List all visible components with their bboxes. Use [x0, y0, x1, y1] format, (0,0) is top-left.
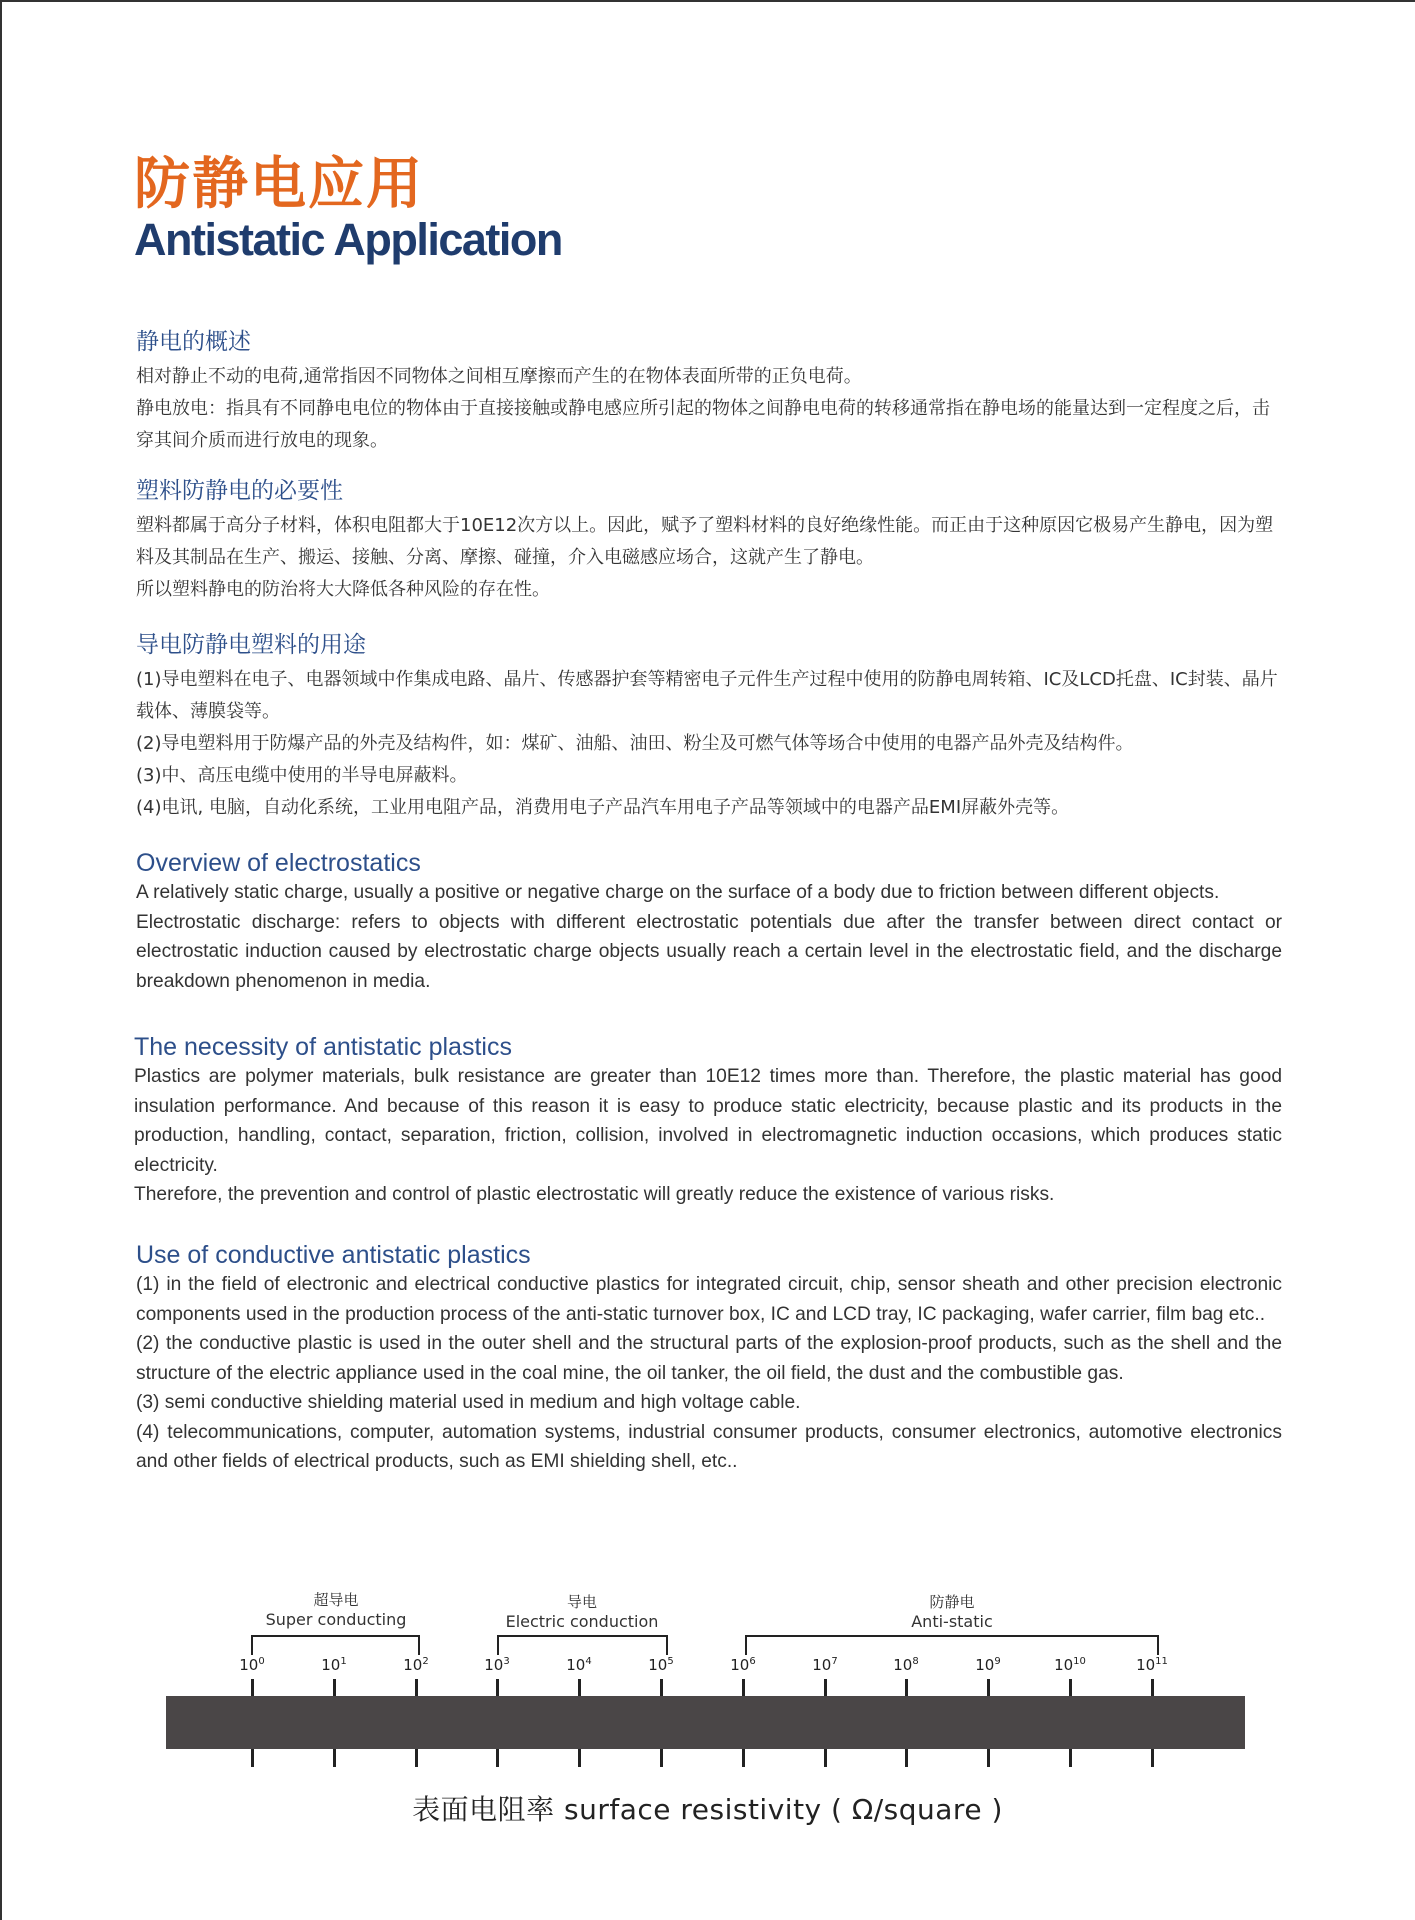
tick-label — [549, 1656, 609, 1674]
tick-label — [713, 1656, 773, 1674]
group-label-super — [236, 1590, 436, 1630]
tick-mark-top — [1069, 1679, 1072, 1697]
tick-mark-top — [1151, 1679, 1154, 1697]
tick-exponent: 2 — [422, 1656, 429, 1667]
tick-mark-bottom — [578, 1749, 581, 1767]
tick-base: 10 — [1054, 1656, 1074, 1674]
tick-base: 10 — [648, 1656, 668, 1674]
tick-mark-bottom — [824, 1749, 827, 1767]
section-paragraph: (2) the conductive plastic is used in the outer shell and the structural parts of the explosion-proof products, such as the shell and the structure of the electric appliance used in the coal mine, the oil tanker, the oil field, the dust and the combustible gas. — [136, 1333, 1282, 1384]
section-paragraph: (3)中、高压电缆中使用的半导电屏蔽料。 — [136, 765, 468, 786]
tick-exponent: 0 — [258, 1656, 265, 1667]
section-paragraph: (1) in the field of electronic and electrical conductive plastics for integrated circuit, chip, sensor sheath and other precision electronic components used in the production process of the anti-static turnover box, IC and LCD tray, IC packaging, wafer carrier, film bag etc.. — [136, 1274, 1282, 1325]
tick-label — [795, 1656, 855, 1674]
tick-mark-top — [251, 1679, 254, 1697]
section-paragraph: (2)导电塑料用于防爆产品的外壳及结构件，如：煤矿、油船、油田、粉尘及可燃气体等场合中使用的电器产品外壳及结构件。 — [136, 733, 1134, 754]
bracket-conduction — [497, 1635, 668, 1655]
tick-label — [467, 1656, 527, 1674]
tick-mark-top — [987, 1679, 990, 1697]
group-label-cn: 防静电 — [929, 1593, 975, 1611]
group-label-cn: 导电 — [566, 1593, 597, 1611]
group-label-conduction — [482, 1592, 682, 1632]
tick-exponent: 10 — [1073, 1656, 1086, 1667]
tick-label — [1122, 1656, 1182, 1674]
tick-mark-top — [333, 1679, 336, 1697]
page-title-cn: 防静电应用 — [134, 152, 424, 217]
scale-bar — [166, 1696, 1245, 1749]
tick-mark-bottom — [1151, 1749, 1154, 1767]
axis-title: 表面电阻率 surface resistivity ( Ω/square ) — [412, 1793, 1003, 1826]
tick-label — [222, 1656, 282, 1674]
tick-base: 10 — [812, 1656, 832, 1674]
section-paragraph: A relatively static charge, usually a positive or negative charge on the surface of a body due to friction between different objects. — [136, 882, 1220, 903]
tick-label — [1040, 1656, 1100, 1674]
page-title-en: Antistatic Application — [134, 214, 562, 265]
tick-base: 10 — [321, 1656, 341, 1674]
tick-mark-bottom — [742, 1749, 745, 1767]
tick-label — [631, 1656, 691, 1674]
tick-mark-bottom — [987, 1749, 990, 1767]
group-label-antistatic — [852, 1592, 1052, 1632]
tick-base: 10 — [975, 1656, 995, 1674]
tick-mark-bottom — [1069, 1749, 1072, 1767]
tick-mark-bottom — [496, 1749, 499, 1767]
tick-mark-top — [496, 1679, 499, 1697]
section-paragraph: Electrostatic discharge: refers to objects with different electrostatic potentials due after the transfer between direct contact or electrostatic induction caused by electrostatic charge objects usually reach a certain level in the electrostatic field, and the discharge breakdown phenomenon in media. — [136, 911, 1282, 992]
tick-label — [876, 1656, 936, 1674]
tick-exponent: 8 — [912, 1656, 919, 1667]
tick-mark-bottom — [415, 1749, 418, 1767]
tick-mark-top — [578, 1679, 581, 1697]
section-heading: 静电的概述 — [136, 329, 251, 355]
tick-base: 10 — [484, 1656, 504, 1674]
tick-exponent: 1 — [340, 1656, 347, 1667]
section-paragraph: (4)电讯, 电脑，自动化系统，工业用电阻产品，消费用电子产品汽车用电子产品等领域中的电器产品EMI屏蔽外壳等。 — [136, 797, 1070, 818]
section-paragraph: (4) telecommunications, computer, automation systems, industrial consumer products, consumer electronics, automotive electronics and other fields of electrical products, such as EMI shielding shell, etc.. — [136, 1421, 1282, 1472]
section-heading: The necessity of antistatic plastics — [134, 1033, 512, 1061]
tick-mark-top — [660, 1679, 663, 1697]
bracket-antistatic — [745, 1635, 1159, 1655]
group-label-en: Electric conduction — [505, 1612, 659, 1631]
section-paragraph: Therefore, the prevention and control of plastic electrostatic will greatly reduce the existence of various risks. — [134, 1184, 1055, 1205]
group-label-en: Super conducting — [265, 1610, 407, 1629]
section-paragraph: Plastics are polymer materials, bulk resistance are greater than 10E12 times more than. Therefore, the plastic material has good insulation performance. And because of this reason it is easy to produce static electricity, because plastic and its products in the production, handling, contact, separation, friction, collision, involved in electromagnetic induction occasions, which produces static electricity. — [134, 1066, 1282, 1176]
section-paragraph: 相对静止不动的电荷,通常指因不同物体之间相互摩擦而产生的在物体表面所带的正负电荷。 — [136, 366, 862, 387]
tick-base: 10 — [1136, 1656, 1156, 1674]
tick-base: 10 — [239, 1656, 259, 1674]
section-heading: 塑料防静电的必要性 — [136, 478, 343, 504]
tick-exponent: 7 — [831, 1656, 838, 1667]
tick-mark-top — [905, 1679, 908, 1697]
tick-exponent: 9 — [994, 1656, 1001, 1667]
tick-exponent: 5 — [667, 1656, 674, 1667]
tick-base: 10 — [893, 1656, 913, 1674]
tick-base: 10 — [730, 1656, 750, 1674]
tick-mark-top — [415, 1679, 418, 1697]
tick-label — [386, 1656, 446, 1674]
bracket-super — [251, 1635, 420, 1655]
section-paragraph: 塑料都属于高分子材料，体积电阻都大于10E12次方以上。因此，赋予了塑料材料的良好绝缘性能。而正由于这种原因它极易产生静电，因为塑料及其制品在生产、搬运、接触、分离、摩擦、碰撞，介入电磁感应场合，这就产生了静电。 — [136, 515, 1274, 568]
section-paragraph: (3) semi conductive shielding material used in medium and high voltage cable. — [136, 1392, 801, 1413]
section-heading: 导电防静电塑料的用途 — [136, 632, 366, 658]
tick-exponent: 6 — [749, 1656, 756, 1667]
group-label-en: Anti-static — [911, 1612, 993, 1631]
tick-base: 10 — [403, 1656, 423, 1674]
tick-mark-bottom — [251, 1749, 254, 1767]
section-heading: Overview of electrostatics — [136, 849, 421, 877]
tick-mark-top — [824, 1679, 827, 1697]
tick-mark-top — [742, 1679, 745, 1697]
tick-base: 10 — [566, 1656, 586, 1674]
section-paragraph: 所以塑料静电的防治将大大降低各种风险的存在性。 — [136, 579, 550, 600]
tick-mark-bottom — [660, 1749, 663, 1767]
tick-exponent: 4 — [585, 1656, 592, 1667]
tick-mark-bottom — [905, 1749, 908, 1767]
section-paragraph: 静电放电：指具有不同静电电位的物体由于直接接触或静电感应所引起的物体之间静电电荷的转移通常指在静电场的能量达到一定程度之后，击穿其间介质而进行放电的现象。 — [136, 398, 1270, 451]
tick-exponent: 3 — [503, 1656, 510, 1667]
tick-label — [958, 1656, 1018, 1674]
section-paragraph: (1)导电塑料在电子、电器领域中作集成电路、晶片、传感器护套等精密电子元件生产过程中使用的防静电周转箱、IC及LCD托盘、IC封装、晶片载体、薄膜袋等。 — [136, 669, 1278, 722]
tick-label — [304, 1656, 364, 1674]
tick-mark-bottom — [333, 1749, 336, 1767]
group-label-cn: 超导电 — [313, 1591, 359, 1609]
section-heading: Use of conductive antistatic plastics — [136, 1241, 531, 1269]
tick-exponent: 11 — [1155, 1656, 1168, 1667]
